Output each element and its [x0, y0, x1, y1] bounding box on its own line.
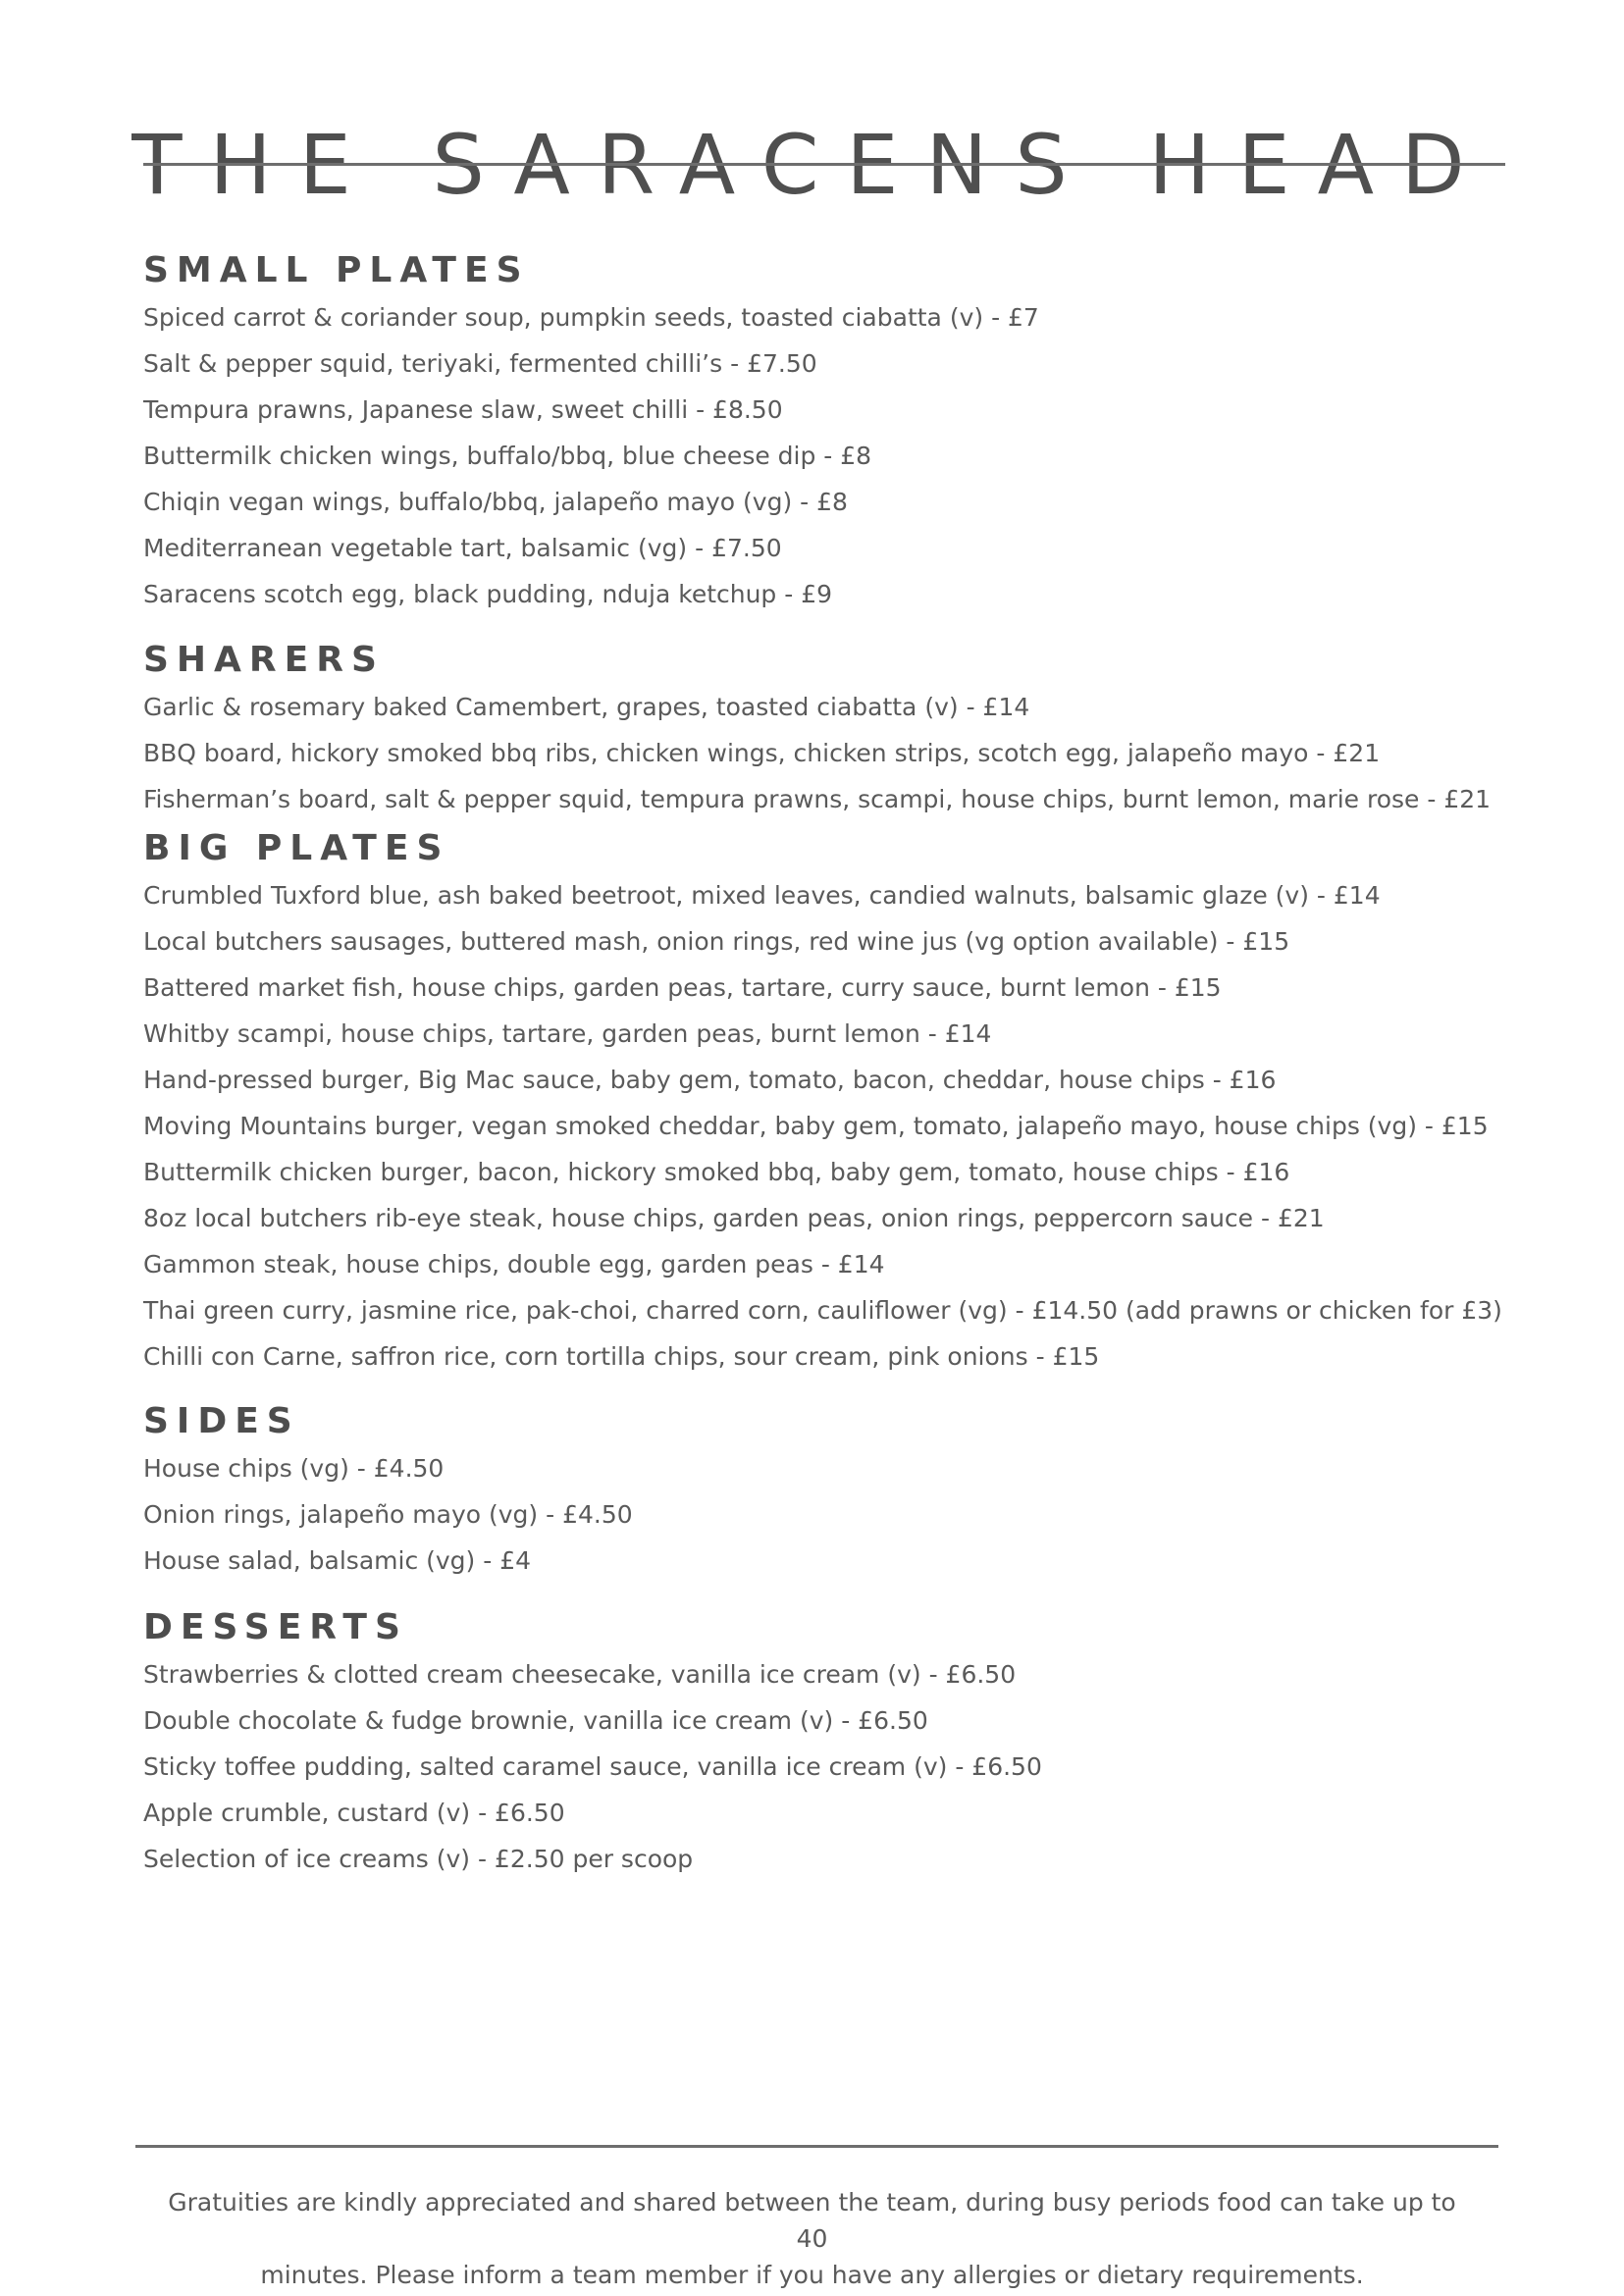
- menu-item: Buttermilk chicken wings, buffalo/bbq, blue cheese dip - £8: [143, 442, 872, 470]
- section-sides: [143, 1398, 1517, 1584]
- menu-item: Hand-pressed burger, Big Mac sauce, baby gem, tomato, bacon, cheddar, house chips - £16: [143, 1066, 1277, 1094]
- menu-item: BBQ board, hickory smoked bbq ribs, chicken wings, chicken strips, scotch egg, jalapeño mayo - £21: [143, 739, 1381, 767]
- menu-item: Spiced carrot & coriander soup, pumpkin seeds, toasted ciabatta (v) - £7: [143, 303, 1039, 332]
- menu-item: Mediterranean vegetable tart, balsamic (vg) - £7.50: [143, 534, 782, 562]
- menu-item: Apple crumble, custard (v) - £6.50: [143, 1799, 565, 1827]
- menu-item: Selection of ice creams (v) - £2.50 per scoop: [143, 1845, 694, 1873]
- section-desserts: [143, 1604, 1517, 1882]
- menu-item: Chilli con Carne, saffron rice, corn tortilla chips, sour cream, pink onions - £15: [143, 1342, 1100, 1371]
- menu-item: Whitby scampi, house chips, tartare, garden peas, burnt lemon - £14: [143, 1019, 992, 1048]
- menu-item: Onion rings, jalapeño mayo (vg) - £4.50: [143, 1500, 633, 1529]
- section-heading-big-plates: BIG PLATES: [143, 828, 450, 868]
- menu-body: [143, 247, 1517, 1882]
- footer-line: Gratuities are kindly appreciated and shared between the team, during busy periods food can take up to 40: [168, 2188, 1456, 2253]
- section-small-plates: [143, 247, 1517, 617]
- menu-item: Double chocolate & fudge brownie, vanilla ice cream (v) - £6.50: [143, 1706, 928, 1735]
- menu-item: House chips (vg) - £4.50: [143, 1454, 445, 1483]
- page-title: THE SARACENS HEAD: [131, 117, 1493, 214]
- title-divider: [143, 163, 1505, 166]
- menu-item: Gammon steak, house chips, double egg, garden peas - £14: [143, 1250, 885, 1278]
- desserts-list: [143, 1651, 1517, 1882]
- menu-item: Strawberries & clotted cream cheesecake, vanilla ice cream (v) - £6.50: [143, 1660, 1017, 1689]
- menu-item: Crumbled Tuxford blue, ash baked beetroot, mixed leaves, candied walnuts, balsamic glaze (v) - £14: [143, 881, 1381, 910]
- section-big-plates: [143, 825, 1517, 1380]
- menu-item: Garlic & rosemary baked Camembert, grapes, toasted ciabatta (v) - £14: [143, 693, 1030, 721]
- menu-item: Sticky toffee pudding, salted caramel sauce, vanilla ice cream (v) - £6.50: [143, 1752, 1042, 1781]
- menu-item: Fisherman’s board, salt & pepper squid, tempura prawns, scampi, house chips, burnt lemon, marie rose - £21: [143, 785, 1492, 813]
- sharers-list: [143, 684, 1517, 822]
- menu-item: Thai green curry, jasmine rice, pak-choi, charred corn, cauliflower (vg) - £14.50 (add prawns or chicken for £3): [143, 1296, 1502, 1325]
- menu-item: Saracens scotch egg, black pudding, nduja ketchup - £9: [143, 580, 833, 608]
- small-plates-list: [143, 294, 1517, 617]
- section-heading-sides: SIDES: [143, 1401, 300, 1441]
- menu-item: Local butchers sausages, buttered mash, onion rings, red wine jus (vg option available) - £15: [143, 927, 1290, 956]
- menu-item: 8oz local butchers rib-eye steak, house chips, garden peas, onion rings, peppercorn sauce - £21: [143, 1204, 1325, 1232]
- section-sharers: [143, 637, 1517, 822]
- sides-list: [143, 1445, 1517, 1584]
- section-heading-sharers: SHARERS: [143, 640, 385, 680]
- footer-note: [157, 2184, 1467, 2293]
- section-heading-small-plates: SMALL PLATES: [143, 250, 530, 290]
- big-plates-list: [143, 872, 1517, 1380]
- menu-item: House salad, balsamic (vg) - £4: [143, 1546, 532, 1575]
- footer-divider: [135, 2145, 1498, 2148]
- menu-item: Chiqin vegan wings, buffalo/bbq, jalapeño mayo (vg) - £8: [143, 488, 848, 516]
- menu-item: Salt & pepper squid, teriyaki, fermented chilli’s - £7.50: [143, 349, 817, 378]
- menu-item: Battered market fish, house chips, garden peas, tartare, curry sauce, burnt lemon - £15: [143, 973, 1222, 1002]
- menu-item: Buttermilk chicken burger, bacon, hickory smoked bbq, baby gem, tomato, house chips - £16: [143, 1158, 1290, 1186]
- menu-item: Moving Mountains burger, vegan smoked cheddar, baby gem, tomato, jalapeño mayo, house chips (vg) - £15: [143, 1112, 1489, 1140]
- footer-line: minutes. Please inform a team member if you have any allergies or dietary requirements.: [260, 2261, 1364, 2289]
- section-heading-desserts: DESSERTS: [143, 1607, 408, 1647]
- menu-item: Tempura prawns, Japanese slaw, sweet chilli - £8.50: [143, 395, 783, 424]
